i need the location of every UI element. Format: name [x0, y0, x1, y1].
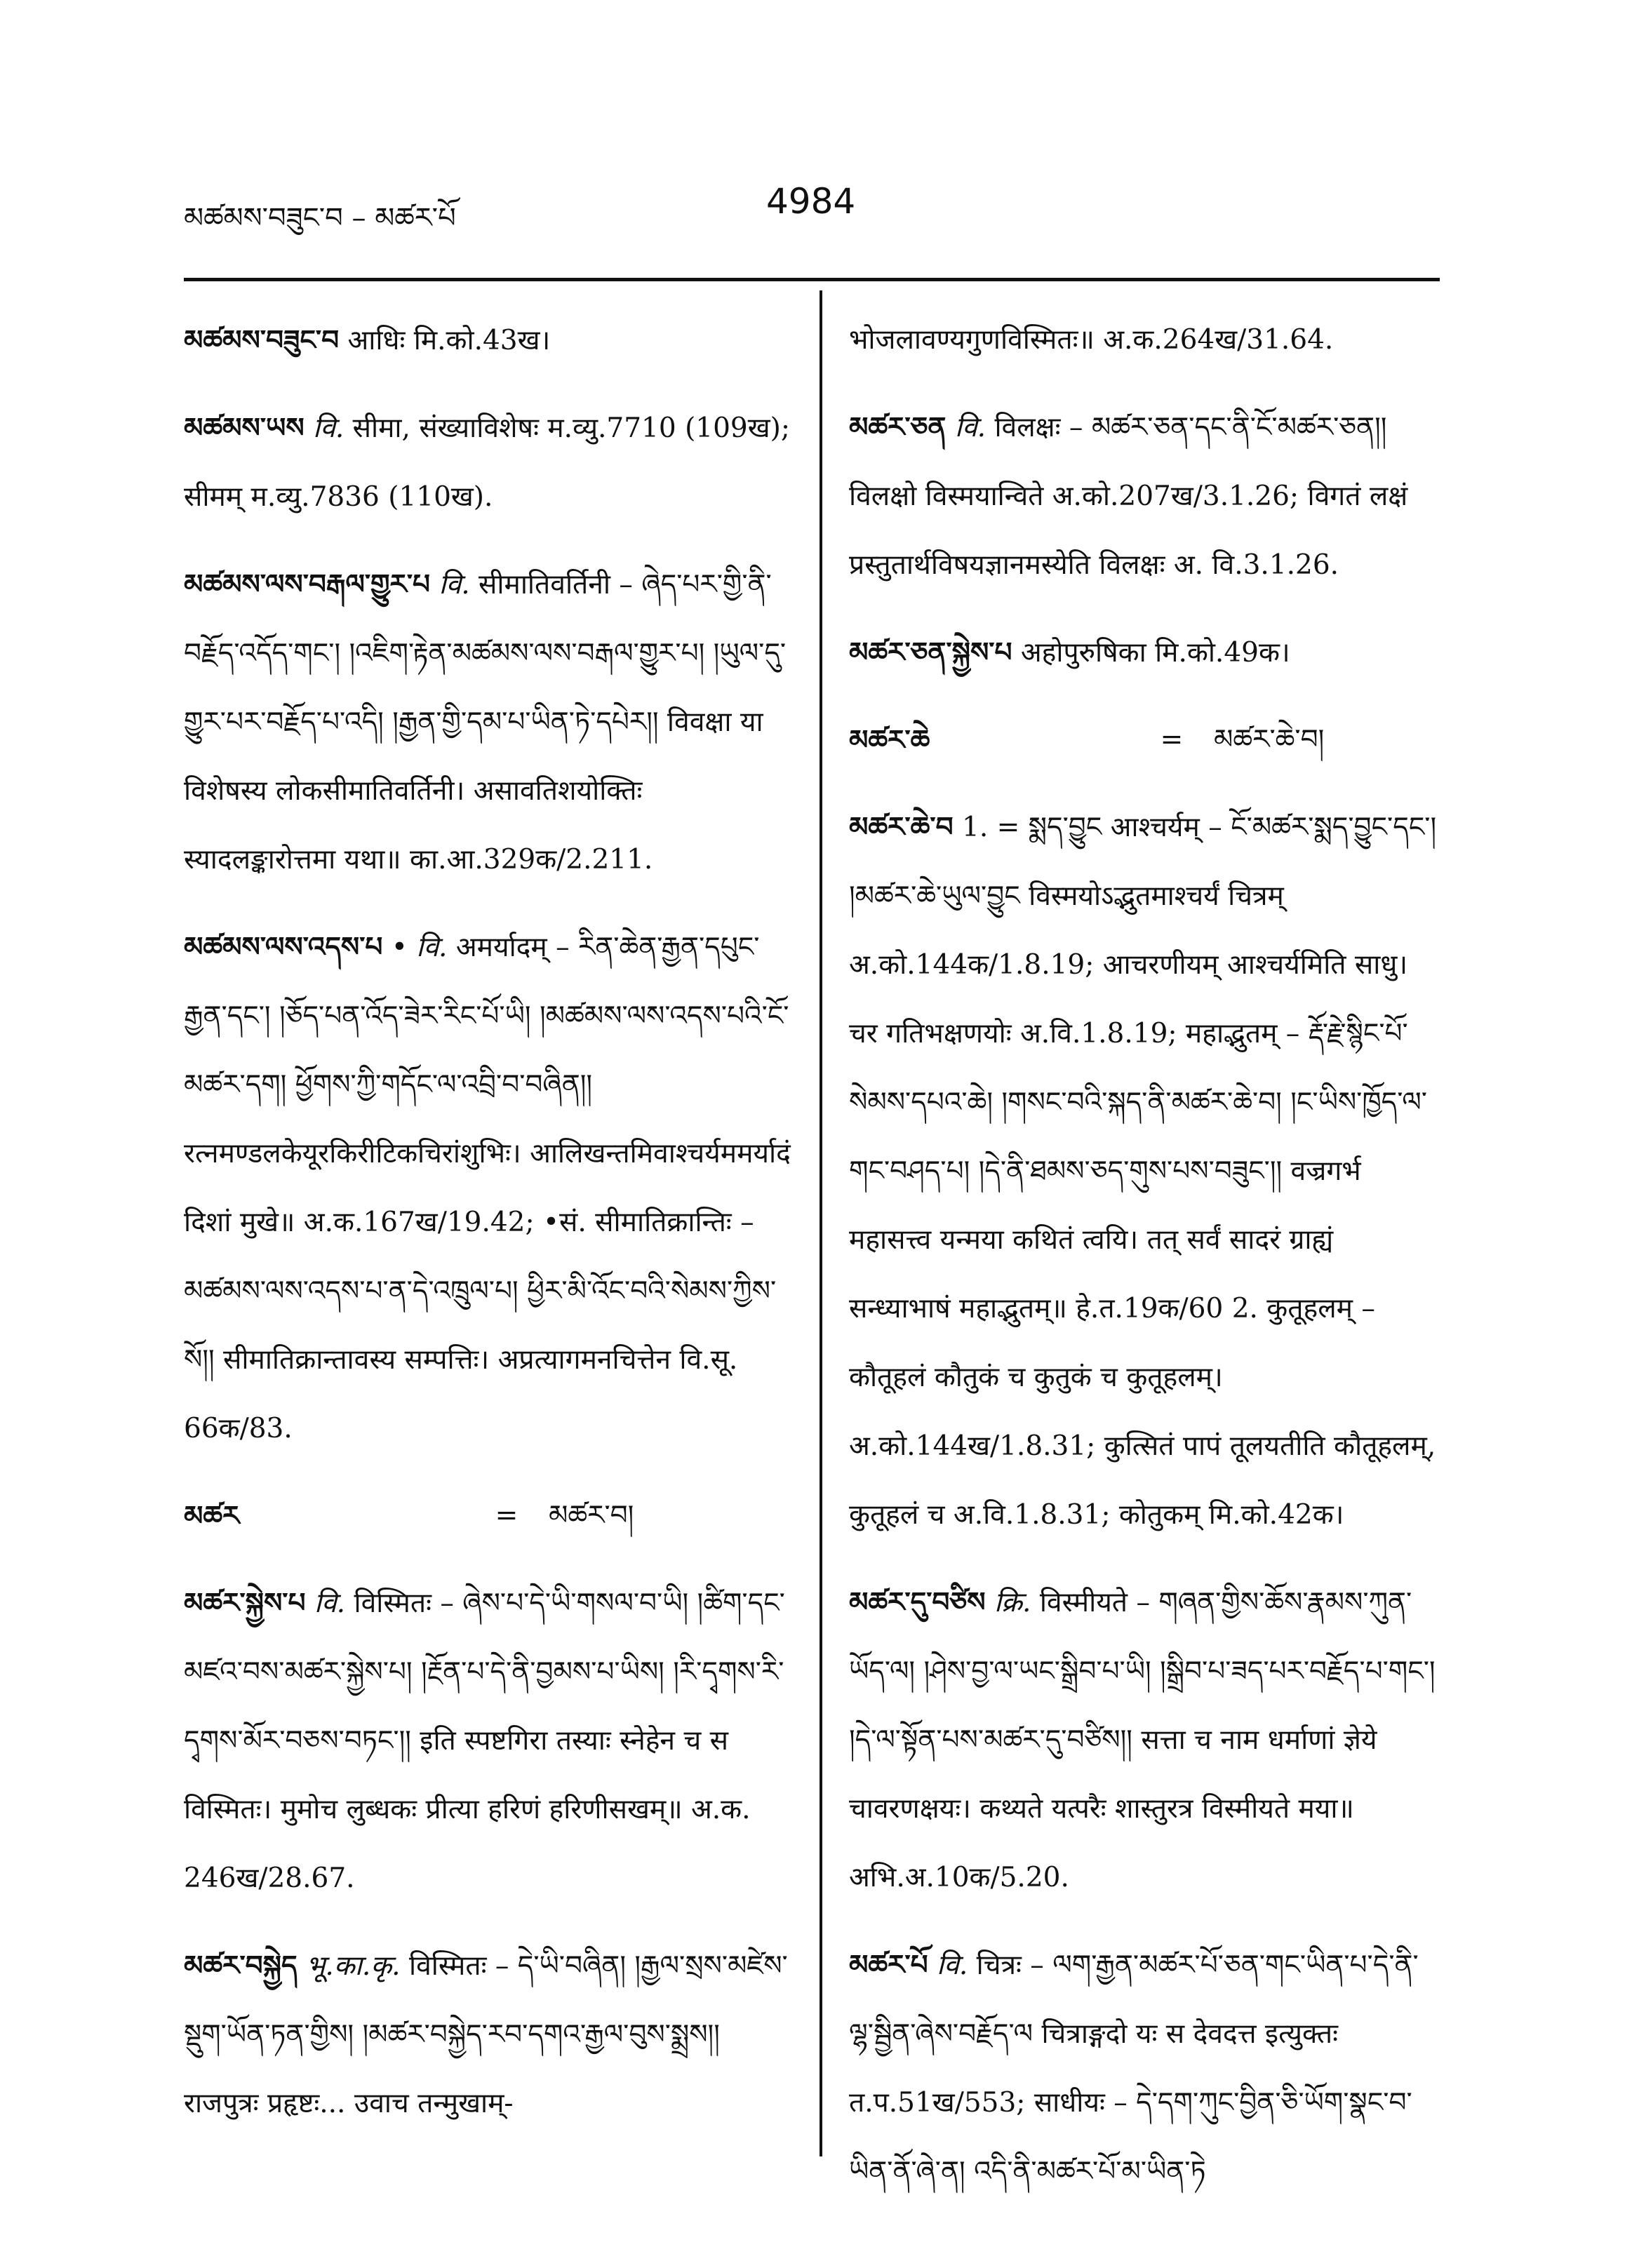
header-rule [184, 278, 1440, 281]
headword: མཚར་པོ [849, 1949, 928, 1981]
gloss: अमर्यादम् – རིན་ཆེན་རྒྱན་དཔུང་རྒྱན་དང་། །ཅོད་པན་འོད་ཟེར་རིང་པོ་ཡི། །མཚམས་ལས་འདས་པའི་ངོ་མཚར་དག། ཕྱོགས་ཀྱི་གདོང་ལ་འབྲི་བ་བཞིན།། रत्नमण्डलकेयूरकिरीटिकचिरांशुभिः। आलिखन्तमिवाश्चर्यममर्यादं दिशां मुखे॥ अ.क.167ख/19.42; •सं. सीमातिक्रान्तिः – མཚམས་ལས་འདས་པ་ན་དེ་འཁྲུལ་པ། ཕྱིར་མི་འོང་བའི་སེམས་ཀྱིས་སོ།། सीमातिक्रान्तावस्य सम्पत्तिः। अप्रत्यागमनचित्तेन वि.सू. 66क/83. [184, 932, 791, 1444]
headword: མཚར་བསྐྱེད [184, 1950, 297, 1982]
dictionary-entry [184, 394, 801, 532]
grammatical-category: वि. [313, 412, 345, 444]
dictionary-entry [849, 1568, 1440, 1912]
running-head: མཚམས་བཟུང་བ – མཚར་པོ [184, 202, 456, 234]
page-number: 4984 [766, 181, 856, 222]
column-divider [820, 290, 822, 2156]
equals-sign: = [495, 1500, 519, 1531]
equals-sign: = [1160, 724, 1184, 756]
dictionary-entry [184, 913, 801, 1463]
headword: མཚར་ཅན [849, 411, 947, 443]
gloss: अहोपुरुषिका मि.को.49क। [1020, 637, 1290, 669]
cross-reference-entry [184, 1482, 801, 1550]
dictionary-entry [184, 306, 801, 375]
left-column [184, 306, 801, 2156]
headword: མཚར་ཆེ་བ [849, 811, 954, 843]
gloss: आधिः मि.को.43ख। [347, 325, 551, 356]
headword: མཚར་ཅན་སྐྱེས་པ [849, 636, 1012, 669]
dictionary-entry [849, 618, 1440, 687]
gloss: 1. = སྨད་བྱུང आश्चर्यम् – ངོ་མཚར་སྨད་བྱུང་དང་། །མཚར་ཆེ་ཡུལ་བྱུང विस्मयोऽद्भुतमाश्चर्यं चित्रम् अ.को.144क/1.8.19; आचरणीयम् आश्चर्यमिति साधु। चर गतिभक्षणयोः अ.वि.1.8.19; महाद्भुतम् – རྡོ་རྗེ་སྙིང་པོ་སེམས་དཔའ་ཆེ། །གསང་བའི་སྐད་ནི་མཚར་ཆེ་བ། །ང་ཡིས་ཁྱོད་ལ་གང་བཤད་པ། །དེ་ནི་ཐམས་ཅད་གུས་པས་བཟུང་།། वज्रगर्भ महासत्त्व यन्मया कथितं त्वयि। तत् सर्वं सादरं ग्राह्यं सन्ध्याभाषं महाद्भुतम्॥ हे.त.19क/60 2. कुतूहलम् – कौतूहलं कौतुकं च कुतुकं च कुतूहलम्। अ.को.144ख/1.8.31; कुत्सितं पापं तूलयतीति कौतूहलम्, कुतूहलं च अ.वि.1.8.31; कोतुकम् मि.को.42क। [849, 812, 1437, 1531]
headword: མཚར་དུ་བཙིས [849, 1586, 986, 1618]
dictionary-entry [849, 1931, 1440, 2206]
headword: མཚམས་ལས་བརྒལ་གྱུར་པ [184, 568, 431, 600]
cross-reference: མཚར་ཆེ་བ། [1214, 724, 1325, 756]
cross-reference: མཚར་བ། [549, 1500, 634, 1531]
headword: མཚམས་ཡས [184, 412, 305, 444]
dictionary-entry [849, 393, 1440, 600]
gloss: विस्मीयते – གཞན་གྱིས་ཆོས་རྣམས་ཀུན་ཡོད་ལ། །ཤེས་བྱ་ལ་ཡང་སྒྲིབ་པ་ཡི། །སྒྲིབ་པ་ཟད་པར་བརྗོད་པ་གང་། །དེ་ལ་སྟོན་པས་མཚར་དུ་བཙིས།། सत्ता च नाम धर्माणां ज्ञेये चावरणक्षयः। कथ्यते यत्परैः शास्तुरत्र विस्मीयते मया॥ अभि.अ.10क/5.20. [849, 1587, 1436, 1893]
headword: མཚར་ཆེ [849, 724, 930, 756]
dictionary-entry [849, 793, 1440, 1550]
grammatical-category: भू.का.कृ. [305, 1950, 401, 1982]
gloss: विलक्षः – མཚར་ཅན་དང་ནི་ངོ་མཚར་ཅན།། विलक्षो विस्मयान्विते अ.को.207ख/3.1.26; विगतं लक्षं प्रस्तुतार्थविषयज्ञानमस्येति विलक्षः अ. वि.3.1.26. [849, 412, 1408, 581]
grammatical-category: वि. [937, 1950, 968, 1981]
headword: མཚར [184, 1500, 240, 1532]
grammatical-category: वि. [954, 412, 986, 443]
right-column [849, 306, 1440, 2225]
gloss: विस्मितः – དེ་ཡི་བཞིན། །རྒྱལ་སྲས་མཛེས་སྡུག་ཡོན་ཏན་གྱིས། །མཚར་བསྐྱེད་རབ་དགའ་རྒྱལ་བུས་སྨྲས།། राजपुत्रः प्रहृष्टः... उवाच तन्मुखाम्- [184, 1950, 788, 2119]
gloss: सीमातिवर्तिनी – ཞེད་པར་གྱི་ནི་བརྗོད་འདོད་གང་། །འཇིག་རྟེན་མཚམས་ལས་བརྒལ་གྱུར་པ། །ཡུལ་དུ་གྱུར་པར་བརྗོད་པ་འདི། །རྒྱན་གྱི་དམ་པ་ཡིན་ཏེ་དཔེར།། विवक्षा या विशेषस्य लोकसीमातिवर्तिनी। असावतिशयोक्तिः स्यादलङ्कारोत्तमा यथा॥ का.आ.329क/2.211. [184, 569, 787, 875]
headword: མཚམས་བཟུང་བ [184, 324, 340, 356]
grammatical-category: वि. [439, 569, 470, 600]
gloss: भोजलावण्यगुणविस्मितः॥ अ.क.264ख/31.64. [849, 324, 1334, 356]
gloss: सीमा, संख्याविशेषः म.व्यु.7710 (109ख); सीमम् म.व्यु.7836 (110ख). [184, 412, 790, 513]
headword: མཚར་སྐྱེས་པ [184, 1587, 306, 1619]
dictionary-entry [184, 1931, 801, 2138]
cross-reference-entry [849, 706, 1440, 774]
continued-entry [849, 306, 1440, 375]
dictionary-entry [184, 550, 801, 894]
gloss: विस्मितः – ཞེས་པ་དེ་ཡི་གསལ་བ་ཡི། །ཚིག་དང་མཛའ་བས་མཚར་སྐྱེས་པ། །རྔོན་པ་དེ་ནི་བྱམས་པ་ཡིས། །རི་དྭགས་རི་དྭགས་མོར་བཅས་བཏང་།། इति स्पष्टगिरा तस्याः स्नेहेन च स विस्मितः। मुमोच लुब्धकः प्रीत्या हरिणं हरिणीसखम्॥ अ.क. 246ख/28.67. [184, 1588, 785, 1894]
grammatical-category: • वि. [391, 932, 448, 963]
dictionary-entry [184, 1569, 801, 1913]
grammatical-category: क्रि. [994, 1587, 1031, 1618]
grammatical-category: वि. [314, 1588, 346, 1619]
gloss: चित्रः – ལག་རྒྱན་མཚར་པོ་ཅན་གང་ཡིན་པ་དེ་ནི་ལྷ་སྦྱིན་ཞེས་བརྗོད་ལ चित्राङ्गदो यः स देवदत्त इत्युक्तः त.प.51ख/553; साधीयः – དེ་དག་ཀུང་བྱིན་ཅི་ཡོག་སྣང་བ་ཡིན་ནོ་ཞེ་ན། འདི་ནི་མཚར་པོ་མ་ཡིན་ཏེ [849, 1950, 1419, 2187]
headword: མཚམས་ལས་འདས་པ [184, 931, 383, 963]
